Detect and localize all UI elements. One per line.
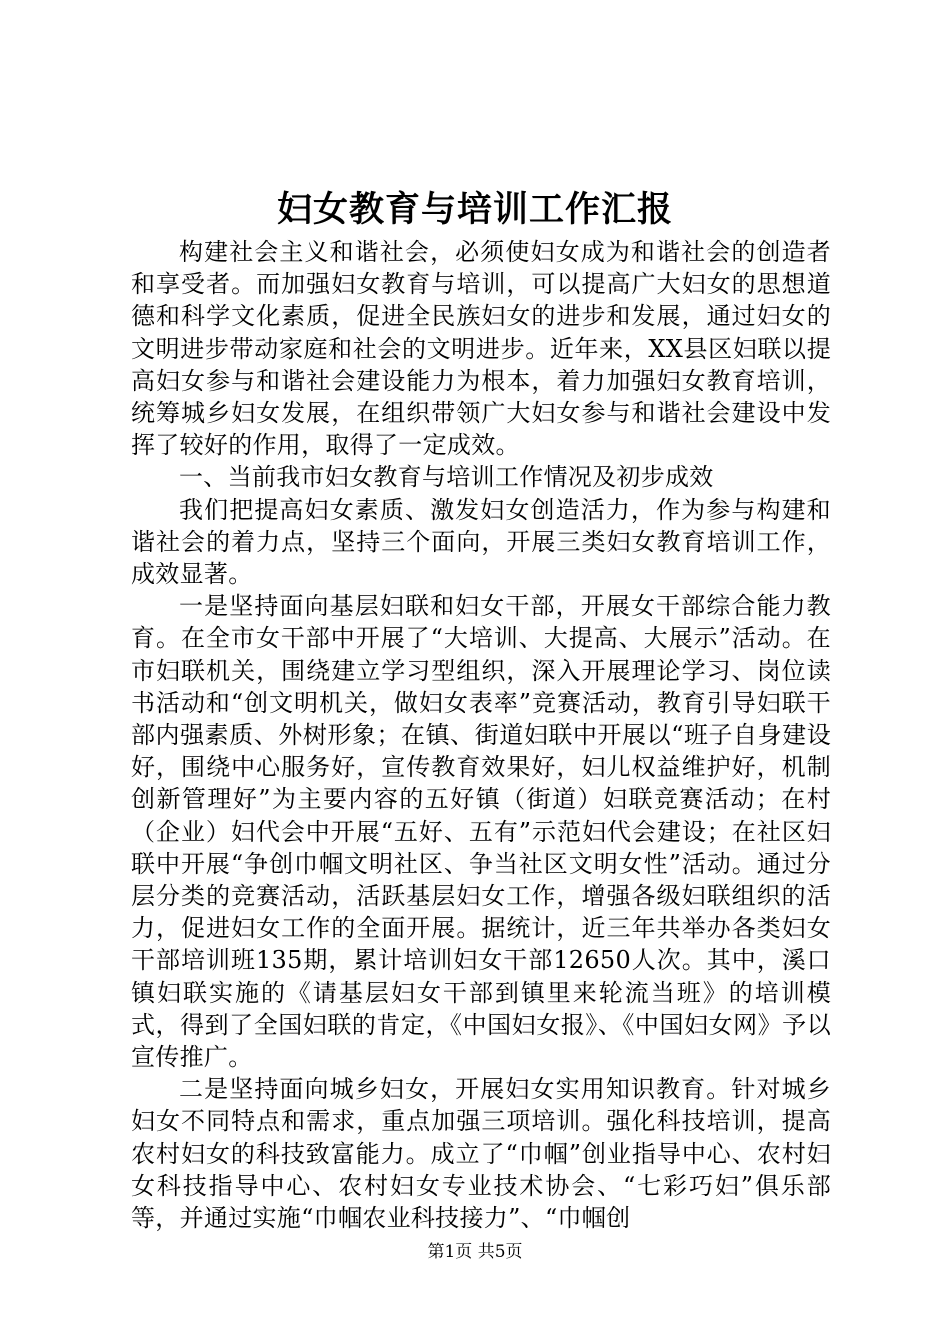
section-heading: 一、当前我市妇女教育与培训工作情况及初步成效: [179, 463, 714, 492]
document-body: [131, 236, 831, 1234]
paragraph-intro: 构建社会主义和谐社会，必须使妇女成为和谐社会的创造者和享受者。而加强妇女教育与培训，可以提高广大妇女的思想道德和科学文化素质，促进全民族妇女的进步和发展，通过妇女的文明进步带动家庭和社会的文明进步。近年来，XX县区妇联以提高妇女参与和谐社会建设能力为根本，着力加强妇女教育培训，统筹城乡妇女发展，在组织带领广大妇女参与和谐社会建设中发挥了较好的作用，取得了一定成效。: [131, 238, 831, 460]
paragraph-point-two: 二是坚持面向城乡妇女，开展妇女实用知识教育。针对城乡妇女不同特点和需求，重点加强三项培训。强化科技培训，提高农村妇女的科技致富能力。成立了“巾帼”创业指导中心、农村妇女科技指导中心、农村妇女专业技术协会、“七彩巧妇”俱乐部等，并通过实施“巾帼农业科技接力”、“巾帼创: [131, 1075, 831, 1233]
paragraph-point-one: 一是坚持面向基层妇联和妇女干部，开展女干部综合能力教育。在全市女干部中开展了“大培训、大提高、大展示”活动。在市妇联机关，围绕建立学习型组织，深入开展理论学习、岗位读书活动和“创文明机关，做妇女表率”竞赛活动，教育引导妇联干部内强素质、外树形象；在镇、街道妇联中开展以“班子自身建设好，围绕中心服务好，宣传教育效果好，妇儿权益维护好，机制创新管理好”为主要内容的五好镇（街道）妇联竞赛活动；在村（企业）妇代会中开展“五好、五有”示范妇代会建设；在社区妇联中开展“争创巾帼文明社区、争当社区文明女性”活动。通过分层分类的竞赛活动，活跃基层妇女工作，增强各级妇联组织的活力，促进妇女工作的全面开展。据统计，近三年共举办各类妇女干部培训班135期，累计培训妇女干部12650人次。其中，溪口镇妇联实施的《请基层妇女干部到镇里来轮流当班》的培训模式，得到了全国妇联的肯定，《中国妇女报》、《中国妇女网》予以宣传推广。: [131, 592, 831, 1072]
document-title: 妇女教育与培训工作汇报: [276, 189, 673, 230]
paragraph-summary: 我们把提高妇女素质、激发妇女创造活力，作为参与构建和谐社会的着力点，坚持三个面向，开展三类妇女教育培训工作，成效显著。: [131, 495, 831, 589]
page-number-footer: 第1页 共5页: [427, 1242, 523, 1262]
